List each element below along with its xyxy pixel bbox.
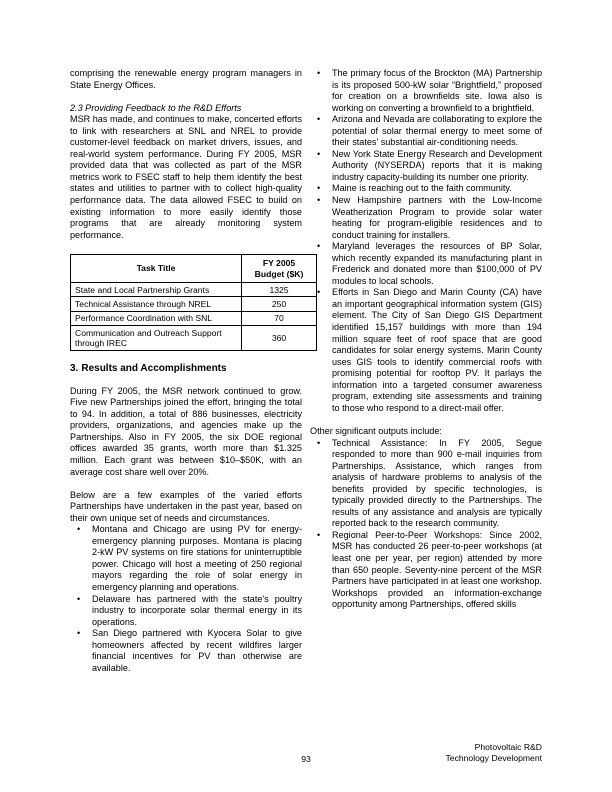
- footer-document-title: [446, 742, 543, 765]
- column-header-task-title: Task Title: [71, 255, 242, 283]
- table-cell-task: Technical Assistance through NREL: [71, 297, 242, 311]
- list-item: • New Hampshire partners with the Low-Income Weatherization Program to provide solar water heating for program-eligible residences and to conduct training for installers.: [310, 195, 542, 241]
- section-3-heading: [70, 363, 302, 375]
- table-cell-task: Performance Coordination with SNL: [71, 311, 242, 325]
- section-3-title: Results and Accomplishments: [81, 362, 227, 374]
- table-row: [71, 311, 317, 325]
- footer-line-2: Technology Development: [445, 753, 542, 764]
- section-2-3-body: MSR has made, and continues to make, concerted efforts to link with researchers at SNL and NREL to provide customer-level feedback on market drivers, issues, and real-world system performance. During FY 2005, MSR provided data that was collected as part of the MSR metrics work to FSEC staff to help them identify the best states and utilities to partner with to collect high-quality performance data. The data allowed FSEC to build on existing information to more easily identify those programs that are already monitoring system performance.: [70, 114, 302, 240]
- list-item: • Arizona and Nevada are collaborating to explore the potential of solar thermal energy to meet some of their states’ substantial air-conditioning needs.: [310, 114, 542, 149]
- right-bullet-list: [310, 68, 542, 414]
- page-number: 93: [301, 754, 311, 764]
- other-outputs-lead: Other significant outputs include:: [310, 425, 442, 436]
- table-cell-budget: 70: [242, 311, 317, 325]
- column-header-line2: Budget ($K): [254, 268, 304, 279]
- left-bullet-list: [70, 524, 302, 674]
- table-row: [71, 297, 317, 311]
- table-cell-budget: 250: [242, 297, 317, 311]
- list-item: • The primary focus of the Brockton (MA) Partnership is its proposed 500-kW solar “Brightfield,” proposed for creation on a brownfields site. Iowa also is working on converting a brownfield to a brightfield.: [310, 68, 542, 114]
- table-cell-task: State and Local Partnership Grants: [71, 283, 242, 297]
- list-item: • Maine is reaching out to the faith community.: [310, 183, 542, 195]
- section-3-number: 3.: [70, 362, 79, 374]
- list-item: • San Diego partnered with Kyocera Solar to give homeowners affected by recent wildfires larger financial incentives for PV than otherwise are available.: [70, 628, 302, 674]
- table-cell-budget: 360: [242, 326, 317, 351]
- table-cell-budget: 1325: [242, 283, 317, 297]
- footer-line-1: Photovoltaic R&D: [474, 742, 542, 752]
- page-footer: [0, 732, 612, 792]
- column-header-line1: FY 2005: [262, 258, 296, 269]
- column-header-fy2005-budget: [242, 255, 317, 283]
- list-item: • Montana and Chicago are using PV for energy-emergency planning purposes. Montana is placing 2-kW PV systems on fire stations for uninterruptible power. Chicago will host a meeting of 250 regional mayors regarding the role of solar energy in emergency planning and operations.: [70, 524, 302, 593]
- section-2-3-heading: 2.3 Providing Feedback to the R&D Efforts: [70, 102, 242, 113]
- other-outputs-list: [310, 438, 542, 611]
- list-item: • Efforts in San Diego and Marin County (CA) have an important geographical information system (GIS) element. The City of San Diego GIS Department identified 15,157 buildings with more than 194 million square feet of roof space that are good candidates for solar energy systems. Marin County uses GIS tools to identify commercial roofs with promising potential for rooftop PV. It parlays the information into a targeted consumer awareness program, extending site assessments and training to those who respond to a direct-mail offer.: [310, 287, 542, 414]
- table-header-row: [71, 255, 317, 283]
- list-item: • Regional Peer-to-Peer Workshops: Since 2002, MSR has conducted 26 peer-to-peer workshops (at least one per year, per region) attended by more than 650 people. Seventy-nine percent of the MSR Partners have participated in at least one workshop. Workshops provided an information-exchange opportunity among Partnerships, offered skills: [310, 530, 542, 611]
- list-item: • Technical Assistance: In FY 2005, Segue responded to more than 900 e-mail inquiries from Partnerships. Assistance, which ranges from analysis of hardware problems to analysis of the benefits provided by specific technologies, is typically provided directly to the Partnerships. The results of any assistance and analysis are typically reported back to the research community.: [310, 438, 542, 530]
- budget-table: [70, 254, 317, 351]
- intro-paragraph: comprising the renewable energy program managers in State Energy Offices.: [70, 68, 302, 90]
- list-item: • Delaware has partnered with the state's poultry industry to incorporate solar thermal energy in its operations.: [70, 594, 302, 629]
- table-row: [71, 326, 317, 351]
- list-item: • Maryland leverages the resources of BP Solar, which recently expanded its manufacturing plant in Frederick and donated more than $100,000 of PV modules to local schools.: [310, 241, 542, 287]
- section-3-paragraph-1: During FY 2005, the MSR network continued to grow. Five new Partnerships joined the effort, bringing the total to 94. In addition, a total of 886 businesses, electricity providers, organizations, and agencies make up the Partnerships. Also in FY 2005, the six DOE regional offices awarded 35 grants, worth more than $1.325 million. Each grant was between $10–$50K, with an average cost share well over 20%.: [70, 385, 302, 477]
- table-cell-task: Communication and Outreach Support through IREC: [71, 326, 242, 351]
- left-column: [70, 68, 302, 674]
- list-item: • New York State Energy Research and Development Authority (NYSERDA) reports that it is making industry capacity-building its number one priority.: [310, 149, 542, 184]
- right-column: [310, 68, 542, 611]
- table-row: [71, 283, 317, 297]
- section-3-paragraph-2: Below are a few examples of the varied efforts Partnerships have undertaken in the past year, based on their own unique set of needs and circumstances.: [70, 489, 302, 523]
